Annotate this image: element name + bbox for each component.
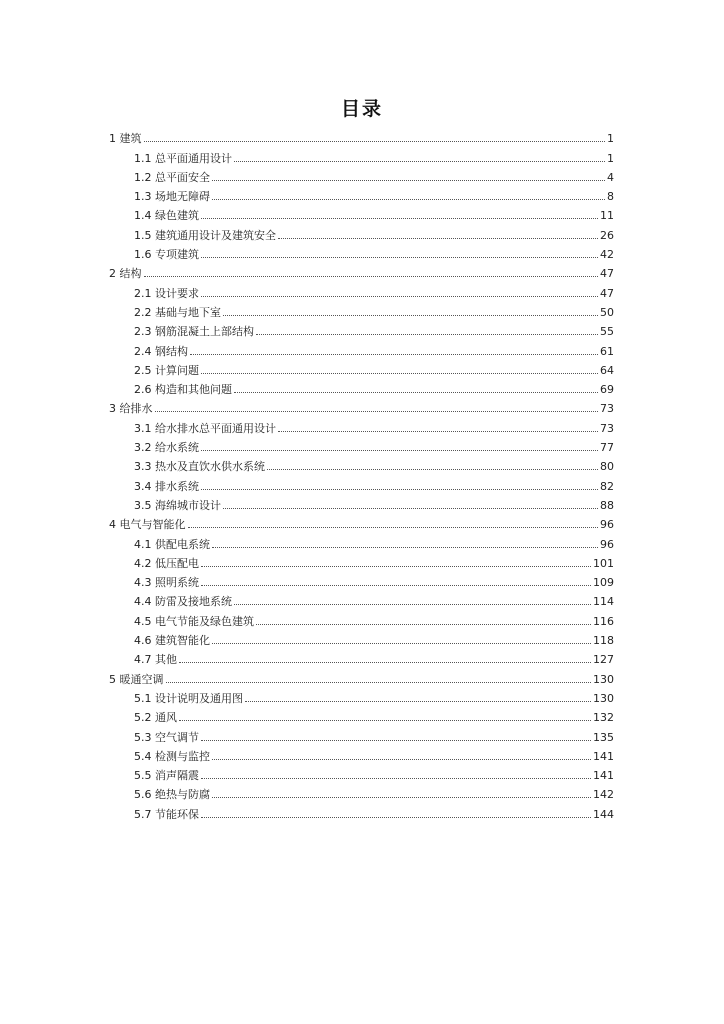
- toc-entry-label: 1.3 场地无障碍: [134, 190, 210, 204]
- toc-page-number: 109: [593, 576, 614, 590]
- table-of-contents: [109, 126, 614, 821]
- toc-section-entry[interactable]: [109, 705, 614, 724]
- toc-dot-leader: [212, 198, 605, 200]
- toc-dot-leader: [201, 488, 598, 490]
- toc-page-number: 77: [600, 441, 614, 455]
- toc-section-entry[interactable]: [109, 358, 614, 377]
- toc-section-entry[interactable]: [109, 647, 614, 666]
- toc-entry-label: 3.2 给水系统: [134, 441, 199, 455]
- toc-dot-leader: [188, 526, 599, 528]
- toc-page-number: 47: [600, 267, 614, 281]
- toc-dot-leader: [201, 295, 598, 297]
- toc-dot-leader: [190, 353, 598, 355]
- toc-page-number: 130: [593, 672, 614, 686]
- toc-section-entry[interactable]: [109, 300, 614, 319]
- toc-entry-label: 2 结构: [109, 267, 142, 281]
- toc-page-number: 127: [593, 653, 614, 667]
- toc-page-number: 96: [600, 537, 614, 551]
- toc-page-number: 82: [600, 479, 614, 493]
- toc-page-number: 142: [593, 788, 614, 802]
- toc-page-number: 141: [593, 749, 614, 763]
- toc-dot-leader: [201, 739, 591, 741]
- toc-dot-leader: [144, 275, 599, 277]
- toc-entry-label: 4.1 供配电系统: [134, 537, 210, 551]
- toc-entry-label: 3.1 给水排水总平面通用设计: [134, 421, 276, 435]
- toc-entry-label: 3 给排水: [109, 402, 153, 416]
- toc-entry-label: 2.4 钢结构: [134, 344, 188, 358]
- toc-entry-label: 1.2 总平面安全: [134, 170, 210, 184]
- toc-page-number: 96: [600, 518, 614, 532]
- toc-dot-leader: [201, 565, 591, 567]
- toc-entry-label: 2.5 计算问题: [134, 363, 199, 377]
- toc-dot-leader: [212, 758, 591, 760]
- toc-page-number: 1: [607, 151, 614, 165]
- toc-dot-leader: [179, 661, 591, 663]
- toc-entry-label: 5.5 消声隔震: [134, 769, 199, 783]
- toc-section-entry[interactable]: [109, 744, 614, 763]
- toc-section-entry[interactable]: [109, 165, 614, 184]
- toc-page-number: 73: [600, 421, 614, 435]
- toc-section-entry[interactable]: [109, 338, 614, 357]
- toc-dot-leader: [201, 217, 598, 219]
- toc-page-number: 4: [607, 170, 614, 184]
- toc-entry-label: 1 建筑: [109, 132, 142, 146]
- toc-dot-leader: [201, 816, 591, 818]
- toc-page-number: 130: [593, 691, 614, 705]
- toc-section-entry[interactable]: [109, 801, 614, 820]
- toc-page-number: 50: [600, 305, 614, 319]
- page-title: 目录: [340, 98, 383, 120]
- toc-section-entry[interactable]: [109, 724, 614, 743]
- toc-page-number: 144: [593, 807, 614, 821]
- toc-entry-label: 5.4 检测与监控: [134, 749, 210, 763]
- toc-entry-label: 5.7 节能环保: [134, 807, 199, 821]
- toc-page-number: 101: [593, 556, 614, 570]
- toc-page-number: 1: [607, 132, 614, 146]
- toc-page-number: 64: [600, 363, 614, 377]
- toc-dot-leader: [212, 796, 591, 798]
- toc-dot-leader: [166, 681, 592, 683]
- toc-dot-leader: [234, 160, 605, 162]
- toc-section-entry[interactable]: [109, 473, 614, 492]
- toc-page-number: 132: [593, 711, 614, 725]
- toc-section-entry[interactable]: [109, 415, 614, 434]
- toc-entry-label: 2.1 设计要求: [134, 286, 199, 300]
- toc-entry-label: 3.3 热水及直饮水供水系统: [134, 460, 265, 474]
- toc-dot-leader: [212, 179, 605, 181]
- toc-section-entry[interactable]: [109, 222, 614, 241]
- toc-section-entry[interactable]: [109, 493, 614, 512]
- toc-entry-label: 5 暖通空调: [109, 672, 164, 686]
- toc-entry-label: 1.6 专项建筑: [134, 248, 199, 262]
- toc-section-entry[interactable]: [109, 589, 614, 608]
- toc-section-entry[interactable]: [109, 628, 614, 647]
- toc-entry-label: 5.6 绝热与防腐: [134, 788, 210, 802]
- toc-entry-label: 5.2 通风: [134, 711, 177, 725]
- toc-entry-label: 1.5 建筑通用设计及建筑安全: [134, 228, 276, 242]
- toc-section-entry[interactable]: [109, 570, 614, 589]
- toc-entry-label: 2.6 构造和其他问题: [134, 383, 232, 397]
- toc-section-entry[interactable]: [109, 782, 614, 801]
- toc-entry-label: 1.4 绿色建筑: [134, 209, 199, 223]
- toc-section-entry[interactable]: [109, 145, 614, 164]
- toc-entry-label: 4.7 其他: [134, 653, 177, 667]
- toc-section-entry[interactable]: [109, 608, 614, 627]
- toc-dot-leader: [223, 507, 598, 509]
- toc-page-number: 116: [593, 614, 614, 628]
- toc-section-entry[interactable]: [109, 377, 614, 396]
- toc-page-number: 26: [600, 228, 614, 242]
- toc-dot-leader: [201, 777, 591, 779]
- toc-dot-leader: [201, 372, 598, 374]
- toc-page-number: 88: [600, 498, 614, 512]
- toc-section-entry[interactable]: [109, 686, 614, 705]
- toc-dot-leader: [212, 546, 598, 548]
- toc-entry-label: 2.2 基础与地下室: [134, 305, 221, 319]
- toc-entry-label: 2.3 钢筋混凝土上部结构: [134, 325, 254, 339]
- toc-dot-leader: [256, 623, 591, 625]
- toc-section-entry[interactable]: [109, 184, 614, 203]
- toc-dot-leader: [256, 333, 598, 335]
- toc-chapter-entry[interactable]: [109, 512, 614, 531]
- toc-page-number: 69: [600, 383, 614, 397]
- toc-dot-leader: [155, 410, 599, 412]
- toc-page-number: 47: [600, 286, 614, 300]
- toc-page-number: 141: [593, 769, 614, 783]
- toc-entry-label: 3.4 排水系统: [134, 479, 199, 493]
- toc-dot-leader: [201, 449, 598, 451]
- toc-dot-leader: [278, 430, 598, 432]
- toc-entry-label: 4.3 照明系统: [134, 576, 199, 590]
- toc-chapter-entry[interactable]: [109, 666, 614, 685]
- toc-dot-leader: [245, 700, 591, 702]
- toc-entry-label: 3.5 海绵城市设计: [134, 498, 221, 512]
- toc-page-number: 114: [593, 595, 614, 609]
- toc-dot-leader: [201, 584, 591, 586]
- toc-dot-leader: [234, 391, 598, 393]
- toc-chapter-entry[interactable]: [109, 396, 614, 415]
- toc-dot-leader: [179, 719, 591, 721]
- toc-entry-label: 1.1 总平面通用设计: [134, 151, 232, 165]
- toc-page-number: 42: [600, 248, 614, 262]
- toc-section-entry[interactable]: [109, 280, 614, 299]
- toc-page-number: 135: [593, 730, 614, 744]
- toc-section-entry[interactable]: [109, 203, 614, 222]
- toc-entry-label: 4.5 电气节能及绿色建筑: [134, 614, 254, 628]
- toc-dot-leader: [212, 642, 591, 644]
- toc-section-entry[interactable]: [109, 531, 614, 550]
- toc-section-entry[interactable]: [109, 454, 614, 473]
- toc-page-number: 61: [600, 344, 614, 358]
- toc-dot-leader: [201, 256, 598, 258]
- toc-entry-label: 4.4 防雷及接地系统: [134, 595, 232, 609]
- toc-chapter-entry[interactable]: [109, 261, 614, 280]
- toc-entry-label: 4.6 建筑智能化: [134, 634, 210, 648]
- toc-section-entry[interactable]: [109, 551, 614, 570]
- toc-entry-label: 5.3 空气调节: [134, 730, 199, 744]
- toc-page-number: 55: [600, 325, 614, 339]
- toc-chapter-entry[interactable]: [109, 126, 614, 145]
- toc-section-entry[interactable]: [109, 319, 614, 338]
- toc-page-number: 73: [600, 402, 614, 416]
- toc-dot-leader: [144, 140, 606, 142]
- toc-dot-leader: [234, 603, 591, 605]
- toc-section-entry[interactable]: [109, 242, 614, 261]
- toc-page-number: 8: [607, 190, 614, 204]
- toc-entry-label: 4.2 低压配电: [134, 556, 199, 570]
- toc-page-number: 118: [593, 634, 614, 648]
- toc-section-entry[interactable]: [109, 435, 614, 454]
- toc-dot-leader: [267, 468, 598, 470]
- toc-entry-label: 5.1 设计说明及通用图: [134, 691, 243, 705]
- toc-entry-label: 4 电气与智能化: [109, 518, 186, 532]
- toc-dot-leader: [278, 237, 598, 239]
- toc-page-number: 11: [600, 209, 614, 223]
- toc-page-number: 80: [600, 460, 614, 474]
- toc-section-entry[interactable]: [109, 763, 614, 782]
- toc-dot-leader: [223, 314, 598, 316]
